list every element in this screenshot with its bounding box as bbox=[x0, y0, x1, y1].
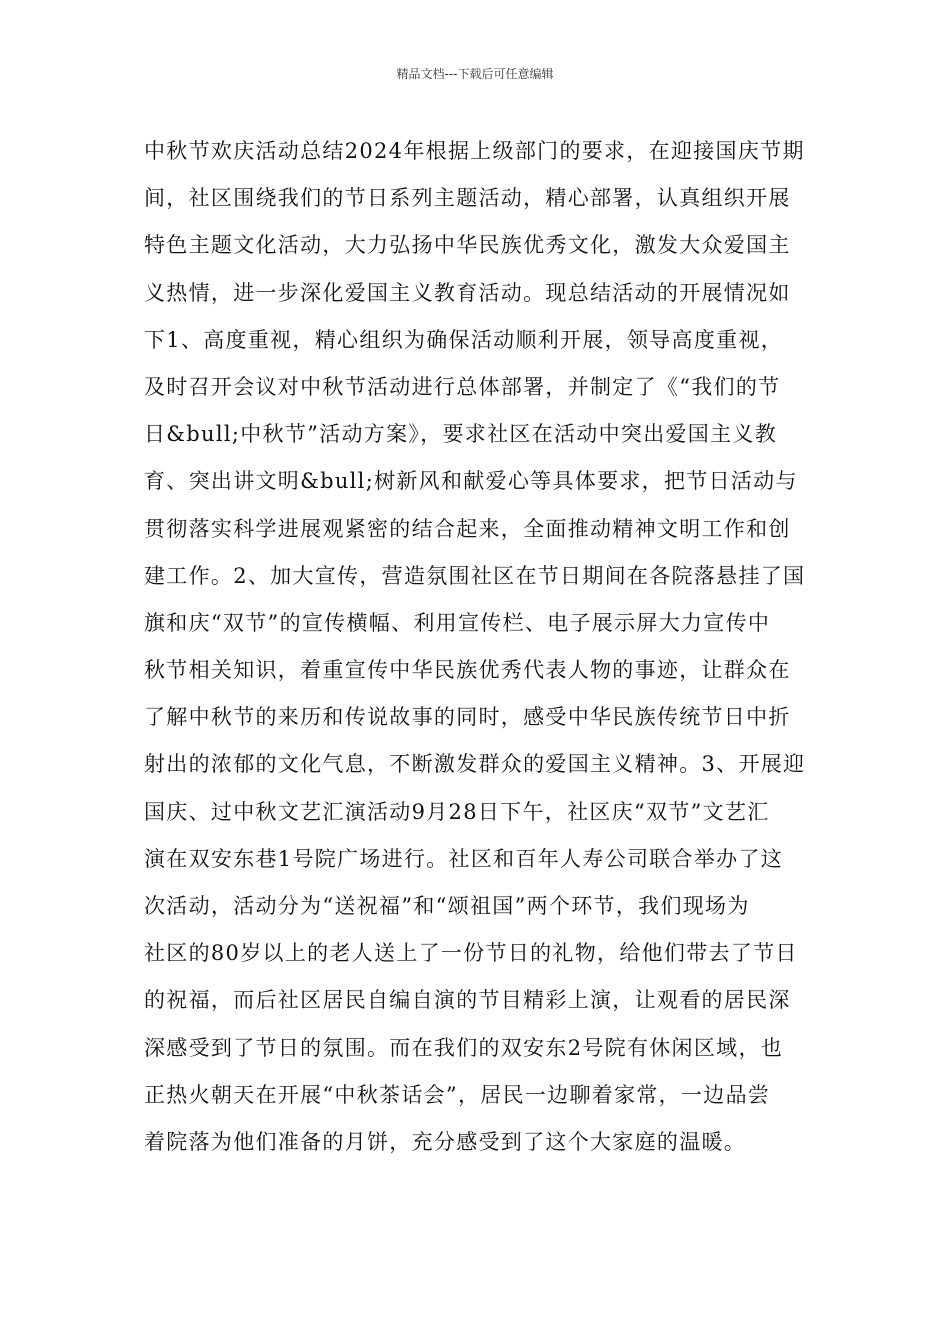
body-line: 秋节相关知识，着重宣传中华民族优秀代表人物的事迹，让群众在 bbox=[144, 658, 791, 683]
body-line: 演在双安东巷1号院广场进行。社区和百年人寿公司联合举办了这 bbox=[144, 846, 784, 871]
body-line: 间，社区围绕我们的节日系列主题活动，精心部署，认真组织开展 bbox=[144, 186, 791, 211]
body-line: 次活动，活动分为“送祝福”和“颂祖国”两个环节，我们现场为 bbox=[144, 894, 750, 918]
body-line: 旗和庆“双节”的宣传横幅、利用宣传栏、电子展示屏大力宣传中 bbox=[144, 610, 771, 635]
body-line: 义热情，进一步深化爱国主义教育活动。现总结活动的开展情况如 bbox=[144, 280, 791, 305]
body-line: 特色主题文化活动，大力弘扬中华民族优秀文化，激发大众爱国主 bbox=[144, 233, 791, 258]
body-line: 国庆、过中秋文艺汇演活动9月28日下午，社区庆“双节”文艺汇 bbox=[144, 799, 770, 824]
body-line: 建工作。2、加大宣传，营造氛围社区在节日期间在各院落悬挂了国 bbox=[144, 563, 806, 588]
body-line: 射出的浓郁的文化气息，不断激发群众的爱国主义精神。3、开展迎 bbox=[144, 752, 806, 777]
body-line: 育、突出讲文明&bull;树新风和献爱心等具体要求，把节日活动与 bbox=[144, 469, 798, 494]
body-line: 着院落为他们准备的月饼，充分感受到了这个大家庭的温暖。 bbox=[144, 1129, 747, 1154]
body-line: 社区的80岁以上的老人送上了一份节日的礼物，给他们带去了节日 bbox=[144, 941, 798, 966]
body-line: 贯彻落实科学进展观紧密的结合起来，全面推动精神文明工作和创 bbox=[144, 516, 791, 541]
body-line: 正热火朝天在开展“中秋茶话会”，居民一边聊着家常，一边品尝 bbox=[144, 1082, 771, 1107]
document-body bbox=[144, 128, 814, 1166]
body-line: 日&bull;中秋节”活动方案》，要求社区在活动中突出爱国主义教 bbox=[144, 422, 778, 447]
body-line: 下1、高度重视，精心组织为确保活动顺利开展，领导高度重视， bbox=[144, 327, 784, 352]
page-header: 精品文档---下载后可任意编辑 bbox=[396, 67, 554, 81]
body-line: 深感受到了节日的氛围。而在我们的双安东2号院有休闲区域，也 bbox=[144, 1035, 784, 1060]
body-line: 的祝福，而后社区居民自编自演的节目精彩上演，让观看的居民深 bbox=[144, 988, 791, 1013]
body-line: 了解中秋节的来历和传说故事的同时，感受中华民族传统节日中折 bbox=[144, 705, 791, 730]
body-line: 中秋节欢庆活动总结2024年根据上级部门的要求，在迎接国庆节期 bbox=[144, 139, 805, 163]
body-line: 及时召开会议对中秋节活动进行总体部署，并制定了《“我们的节 bbox=[144, 374, 781, 399]
